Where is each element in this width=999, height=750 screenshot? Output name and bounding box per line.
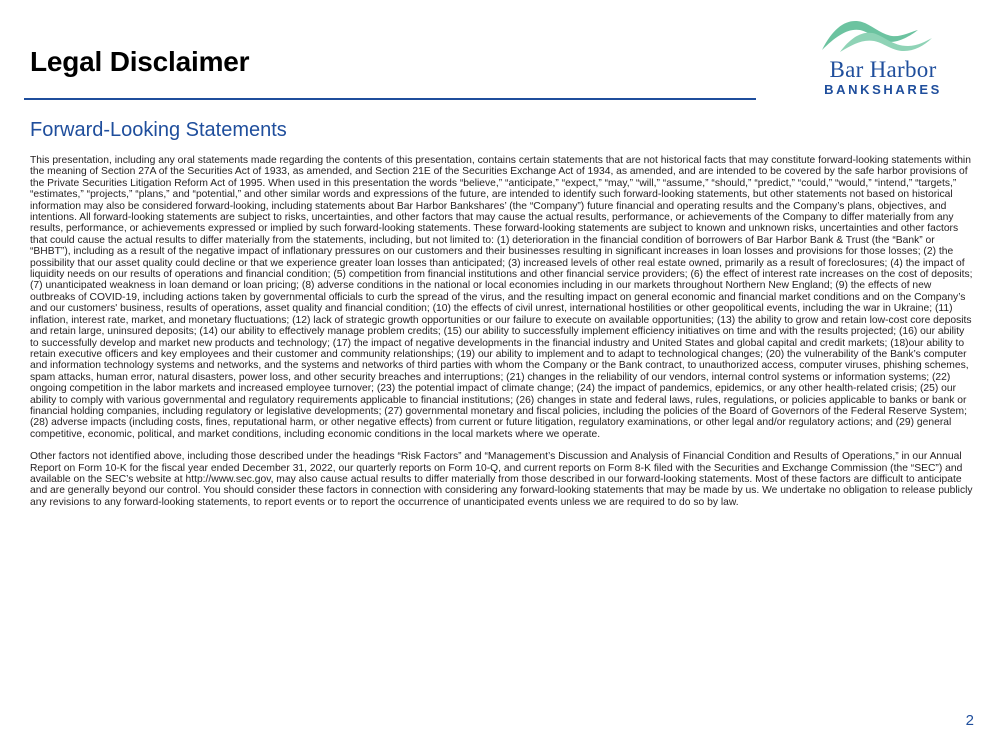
disclaimer-paragraph-1: This presentation, including any oral statements made regarding the contents of this presentation, contains certain statements that are not historical facts that may constitute forward-looking statements within the meaning of Section 27A of the Securities Act of 1933, as amended, and Section 21E of the Securities Exchange Act of 1934, as amended, and are intended to be covered by the safe harbor provisions of the Private Securities Litigation Reform Act of 1995. When used in this presentation the words “believe,” “anticipate,” “expect,” “may,” “will,” “assume,” “should,” “predict,” “could,” “would,” “intend,” “targets,” “estimates,” “projects,” “plans,” and “potential,” and other similar words and expressions of the future, are intended to identify such forward-looking statements, but other statements not based on historical information may also be considered forward-looking, including statements about Bar Harbor Bankshares’ (the “Company”) future financial and operating results and the Company’s plans, objectives, and intentions. All forward-looking statements are subject to risks, uncertainties, and other factors that may cause the actual results, performance, or achievements of the Company to differ materially from any results, performance, or achievements expressed or implied by such forward-looking statements. These forward-looking statements are subject to known and unknown risks, uncertainties and other factors that could cause the actual results to differ materially from the statements, including, but not limited to: (1) deterioration in the financial condition of borrowers of Bar Harbor Bank & Trust (the “Bank” or “BHBT”), including as a result of the negative impact of inflationary pressures on our customers and their businesses resulting in significant increases in loan losses and provisions for those losses; (2) the possibility that our asset quality could decline or that we experience greater loan losses than anticipated; (3) increased levels of other real estate owned, primarily as a result of foreclosures; (4) the impact of liquidity needs on our results of operations and financial condition; (5) competition from financial institutions and other financial service providers; (6) the effect of interest rate increases on the cost of deposits; (7) unanticipated weakness in loan demand or loan pricing; (8) adverse conditions in the national or local economies including in our markets throughout Northern New England; (9) the effects of new outbreaks of COVID-19, including actions taken by governmental officials to curb the spread of the virus, and the resulting impact on general economic and financial market conditions and on the Company’s and our customers' business, results of operations, asset quality and financial condition; (10) the effects of civil unrest, international hostilities or other geopolitical events, including the war in Ukraine; (11) inflation, interest rate, market, and monetary fluctuations; (12) lack of strategic growth opportunities or our failure to execute on available opportunities; (13) the ability to grow and retain low-cost core deposits and retain large, uninsured deposits; (14) our ability to effectively manage problem credits; (15) our ability to successfully implement efficiency initiatives on time and with the results projected; (16) our ability to successfully develop and market new products and technology; (17) the impact of negative developments in the financial industry and United States and global capital and credit markets; (18)our ability to retain executive officers and key employees and their customer and community relationships; (19) our ability to implement and to adapt to technological changes; (20) the vulnerability of the Bank’s computer and information technology systems and networks, and the systems and networks of third parties with whom the Company or the Bank contract, to unauthorized access, computer viruses, phishing schemes, spam attacks, human error, natural disasters, power loss, and other security breaches and interruptions; (21) changes in the reliability of our vendors, internal control systems or information systems; (22) ongoing competition in the labor markets and increased employee turnover; (23) the potential impact of climate change; (24) the impact of pandemics, epidemics, or any other health-related crisis; (25) our ability to comply with various governmental and regulatory requirements applicable to financial institutions; (26) changes in state and federal laws, rules, regulations, or policies applicable to banks or bank or financial holding companies, including regulatory or legislative developments; (27) governmental monetary and fiscal policies, including the policies of the Board of Governors of the Federal Reserve System; (28) adverse impacts (including costs, fines, reputational harm, or other negative effects) from current or future litigation, regulatory examinations, or other legal and/or regulatory actions; and (29) general competitive, economic, political, and market conditions, including economic conditions in the local markets where we operate. [30, 155, 973, 440]
bar-harbor-logo [800, 16, 962, 97]
mountain-wave-logo-icon [800, 16, 962, 60]
disclaimer-body [30, 155, 974, 519]
disclaimer-paragraph-2: Other factors not identified above, including those described under the headings “Risk Factors” and “Management’s Discussion and Analysis of Financial Condition and Results of Operations,” in our Annual Report on Form 10-K for the fiscal year ended December 31, 2022, our quarterly reports on Form 10-Q, and current reports on Form 8-K filed with the Securities and Exchange Commission (the “SEC”) and available on the SEC’s website at http://www.sec.gov, may also cause actual results to differ materially from those described in our forward-looking statements. Most of these factors are difficult to anticipate and are generally beyond our control. You should consider these factors in connection with considering any forward-looking statements that may be made by us. We undertake no obligation to release publicly any revisions to any forward-looking statements, to report events or to report the occurrence of unanticipated events unless we are required to do so by law. [30, 451, 973, 508]
section-heading: Forward-Looking Statements [30, 119, 287, 141]
page-title: Legal Disclaimer [30, 46, 250, 77]
logo-wordmark: Bar Harbor [829, 57, 937, 82]
logo-subtitle: BANKSHARES [824, 82, 942, 97]
title-divider [24, 98, 756, 100]
page-number: 2 [965, 712, 974, 729]
